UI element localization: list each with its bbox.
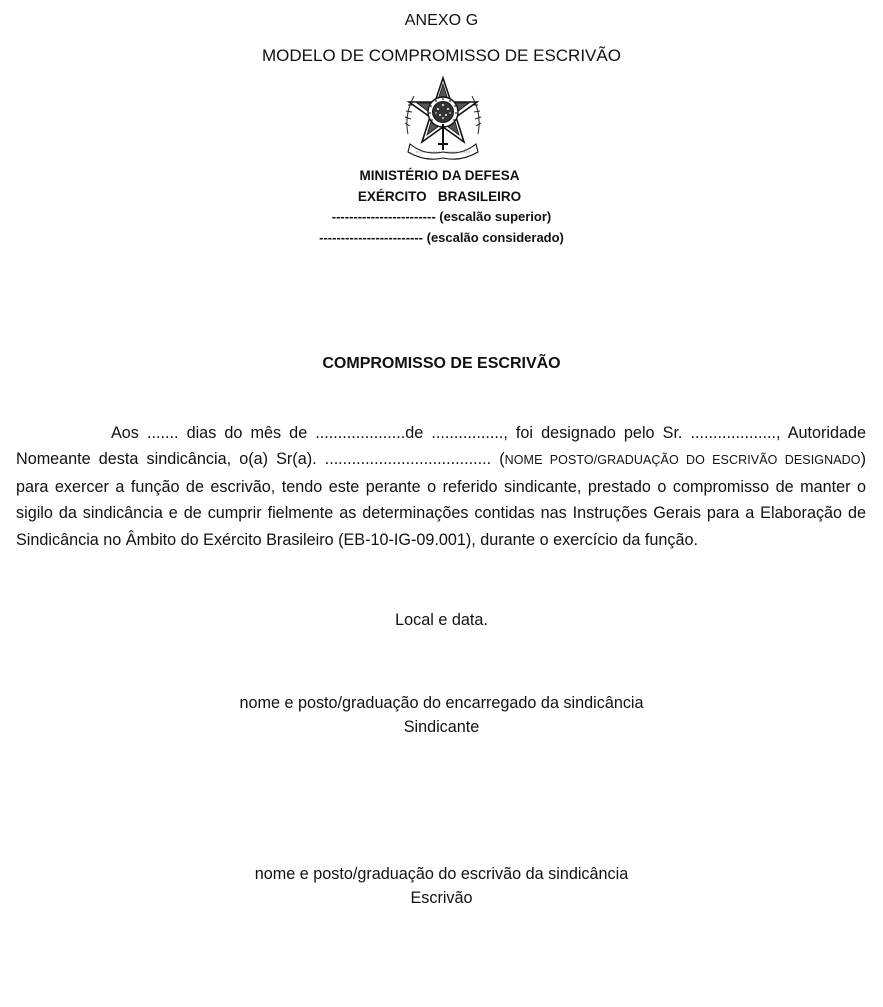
document-title: COMPROMISSO DE ESCRIVÃO	[322, 355, 561, 372]
investigator-signature-role: Sindicante	[403, 718, 480, 736]
paragraph-text-start: Aos ....... dias do mês de ....................de ................, foi designado pelo Sr. ..................., Autoridade Nomeante desta sindicância, o(a) Sr(a). ..................................... (	[16, 424, 866, 469]
commitment-paragraph	[16, 420, 866, 553]
paragraph-smallcaps-placeholder: NOME POSTO/GRADUAÇÃO DO ESCRIVÃO DESIGNADO	[504, 453, 861, 468]
clerk-signature-name: nome e posto/graduação do escrivão da sindicância	[254, 865, 629, 883]
place-date: Local e data.	[395, 611, 488, 629]
army-label: EXÉRCITO BRASILEIRO	[357, 189, 522, 204]
model-title: MODELO DE COMPROMISSO DE ESCRIVÃO	[262, 46, 621, 65]
annex-label: ANEXO G	[404, 12, 479, 29]
brazil-coat-of-arms-icon	[400, 74, 486, 162]
upper-echelon-line: ------------------------ (escalão superior)	[331, 209, 552, 224]
clerk-signature-role: Escrivão	[410, 889, 473, 907]
considered-echelon-line: ------------------------ (escalão considerado)	[319, 230, 564, 245]
ministry-label: MINISTÉRIO DA DEFESA	[359, 168, 520, 183]
investigator-signature-name: nome e posto/graduação do encarregado da sindicância	[239, 694, 644, 712]
paragraph-text-end: ) para exercer a função de escrivão, tendo este perante o referido sindicante, prestado o compromisso de manter o sigilo da sindicância e de cumprir fielmente as determinações contidas nas Instruções Gerais para a Elaboração de Sindicância no Âmbito do Exército Brasileiro (EB-10-IG-09.001), durante o exercício da função.	[16, 450, 866, 549]
